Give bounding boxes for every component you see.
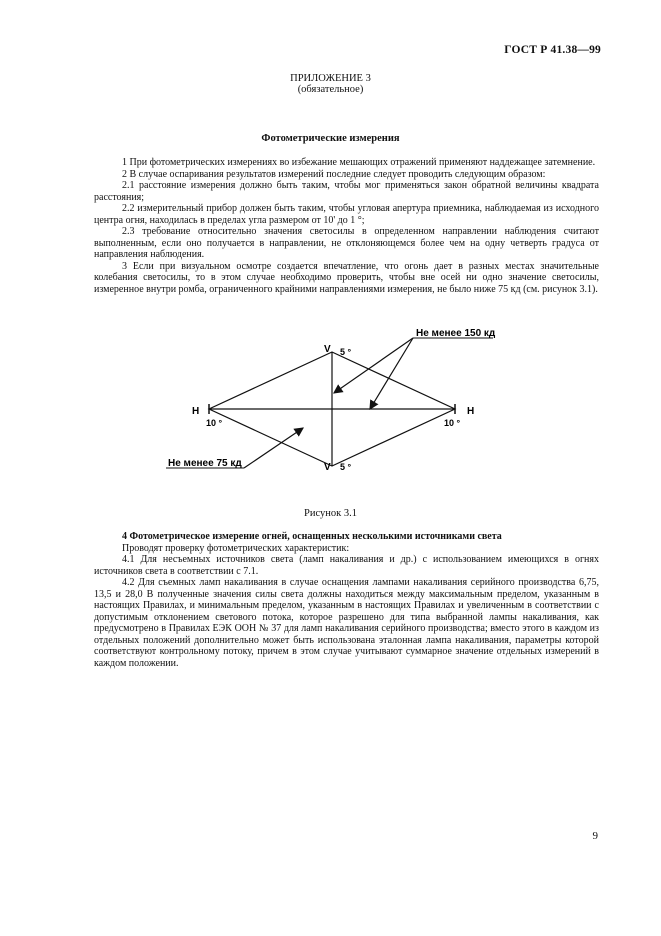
label-bottom-v: V: [324, 462, 331, 473]
figure-caption: Рисунок 3.1: [304, 508, 357, 519]
page-number: 9: [592, 830, 598, 842]
section-title: Фотометрические измерения: [261, 133, 400, 144]
section-4-block: [94, 531, 599, 669]
callout-75-label: Не менее 75 кд: [168, 458, 242, 469]
section-4-paragraph-1: Проводят проверку фотометрических характеристик:: [122, 542, 350, 554]
paragraph-3: 3 Если при визуальном осмотре создается впечатление, что огонь дает в разных местах значительные колебания светосилы, то в этом случае необходимо проверить, чтобы вне осей ни одно значение светосилы, измеренное внутри ромба, ограниченного крайними направлениями измерения, не было ниже 75 кд (см. рисунок 3.1).: [94, 260, 599, 295]
paragraph-2-1: 2.1 расстояние измерения должно быть таким, чтобы мог применяться закон обратной величины квадрата расстояния;: [94, 180, 599, 203]
label-top-v: V: [324, 344, 331, 355]
callout-150-label: Не менее 150 кд: [416, 328, 496, 339]
intro-text-block: [94, 157, 599, 295]
paragraph-1: 1 При фотометрических измерениях во избежание мешающих отражений применяют наддежащее затемнение.: [122, 157, 596, 168]
section-4-paragraph-3: 4.2 Для съемных ламп накаливания в случае оснащения лампами накаливания серийного производства 6,75, 13,5 и 28,0 В полученные значения силы света должны находиться между максимальным пределом, указанным в настоящих Правилах, и минимальным пределом, указанным в настоящих Правилах и увеличенным в соответствии с допустимым отклонением светового потока, которое разрешено для типа выбранной лампы накаливания, как предусмотрено в Правилах ЕЭК ООН № 37 для ламп накаливания серийного производства; вместо этого в каждом из отдельных положений дополнительно может быть использована эталонная лампа накаливания, параметры которой соответствуют контрольному потоку, причем в этом случае учитывают суммарное значение отдельных измерений в каждом положении.: [94, 577, 599, 669]
label-right-h: H: [467, 406, 475, 417]
label-left-angle: 10 °: [206, 418, 223, 428]
label-right-angle: 10 °: [444, 418, 461, 428]
standard-number: ГОСТ Р 41.38—99: [504, 44, 601, 56]
callout-150-arrow-2: [370, 338, 413, 409]
appendix-title: ПРИЛОЖЕНИЕ 3: [290, 73, 371, 84]
figure-3-1-diagram: [160, 325, 520, 485]
paragraph-2-2: 2.2 измерительный прибор должен быть таким, чтобы угловая апертура приемника, наблюдаемая из исходного центра огня, находилась в пределах угла размером от 10' до 1 °;: [94, 203, 599, 226]
paragraph-2: 2 В случае оспаривания результатов измерений последние следует проводить следующим образом:: [122, 168, 546, 180]
label-top-angle: 5 °: [340, 347, 352, 357]
paragraph-2-3: 2.3 требование относительно значения светосилы в определенном направлении наблюдения считают выполненным, если оно получается в направлении, не отклоняющемся более чем на одну четверть градуса от направления наблюдения.: [94, 226, 599, 260]
appendix-subtitle: (обязательное): [297, 84, 364, 95]
section-4-heading: 4 Фотометрическое измерение огней, оснащенных несколькими источниками света: [122, 531, 502, 542]
section-4-paragraph-2: 4.1 Для несъемных источников света (ламп накаливания и др.) с использованием имеющихся в огнях источников света в соответствии с 7.1.: [94, 554, 599, 577]
label-bottom-angle: 5 °: [340, 462, 352, 472]
label-left-h: H: [192, 406, 200, 417]
appendix-heading: [0, 73, 661, 95]
